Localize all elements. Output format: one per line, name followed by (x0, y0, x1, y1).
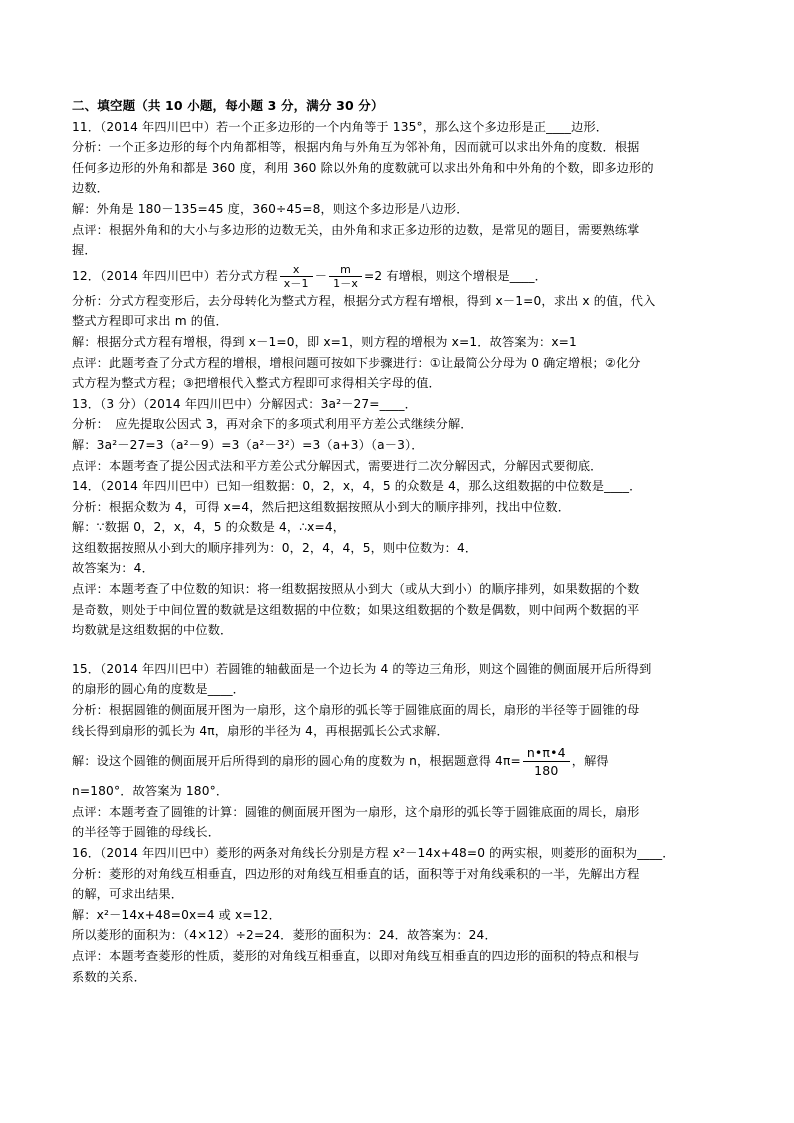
q15-solution: n=180°．故答案为 180°． (72, 784, 229, 799)
q14-analysis: 分析：根据众数为 4，可得 x=4，然后把这组数据按照从小到大的顺序排列，找出中位数． (72, 499, 571, 514)
minus-sign: － (314, 268, 328, 283)
q15-comment: 点评：本题考查了圆锥的计算：圆锥的侧面展开图为一扇形，这个扇形的弧长等于圆锥底面的周长，扇形 (72, 804, 640, 819)
q16-solution: 解：x²－14x+48=0x=4 或 x=12． (72, 907, 281, 922)
q16-solution: 所以菱形的面积为：（4×12）÷2=24．菱形的面积为：24．故答案为：24． (72, 928, 497, 943)
fraction-denominator: 180 (534, 763, 559, 779)
q16-analysis: 分析：菱形的对角线互相垂直，四边形的对角线互相垂直的话，面积等于对角线乘积的一半，先解出方程 (72, 866, 640, 881)
q12-fraction-2 (329, 263, 362, 290)
q12-analysis: 分析：分式方程变形后，去分母转化为整式方程，根据分式方程有增根，得到 x－1=0，求出 x 的值，代入 (72, 293, 656, 308)
fraction-numerator: m (329, 263, 362, 277)
q12-solution: 解：根据分式方程有增根，得到 x－1=0，即 x=1，则方程的增根为 x=1．故答案为：x=1 (72, 334, 577, 349)
fraction-numerator: x (280, 263, 313, 277)
q15-stem: 的扇形的圆心角的度数是____． (72, 682, 246, 697)
q15-stem: 15．（2014 年四川巴中）若圆锥的轴截面是一个边长为 4 的等边三角形，则这个圆锥的侧面展开后所得到 (72, 661, 652, 676)
q14-solution: 故答案为：4． (72, 561, 154, 576)
q12-stem-pre: 12．（2014 年四川巴中）若分式方程 (72, 268, 278, 283)
fraction-numerator: n•π•4 (523, 744, 570, 762)
q13-stem: 13．（3 分）（2014 年四川巴中）分解因式：3a²－27=____． (72, 396, 417, 411)
q15-analysis: 分析：根据圆锥的侧面展开图为一扇形，这个扇形的弧长等于圆锥底面的周长，扇形的半径等于圆锥的母 (72, 703, 640, 718)
q14-comment: 点评：本题考查了中位数的知识：将一组数据按照从小到大（或从大到小）的顺序排列，如果数据的个数 (72, 582, 640, 597)
q15-solution-pre: 解：设这个圆锥的侧面展开后所得到的扇形的圆心角的度数为 n，根据题意得 4π= (72, 754, 521, 769)
q12-comment: 式方程为整式方程；③把增根代入整式方程即可求得相关字母的值． (72, 376, 441, 391)
q11-analysis: 分析：一个正多边形的每个内角都相等，根据内角与外角互为邻补角，因而就可以求出外角的度数．根据 (72, 140, 640, 155)
document-page (72, 96, 722, 987)
q12-stem-post: =2 有增根，则这个增根是____． (364, 268, 548, 283)
q12-fraction-1 (280, 263, 313, 290)
q14-solution: 这组数据按照从小到大的顺序排列为：0，2，4，4，5，则中位数为：4． (72, 540, 478, 555)
q11-comment: 点评：根据外角和的大小与多边形的边数无关，由外角和求正多边形的边数，是常见的题目，需要熟练掌 (72, 222, 640, 237)
q16-stem: 16．（2014 年四川巴中）菱形的两条对角线长分别是方程 x²－14x+48=0 的两实根，则菱形的面积为____． (72, 846, 675, 860)
q15-analysis: 线长得到扇形的弧长为 4π，扇形的半径为 4，再根据弧长公式求解． (72, 723, 449, 738)
fraction-denominator: x－1 (283, 276, 309, 290)
q12-comment: 点评：此题考查了分式方程的增根，增根问题可按如下步骤进行：①让最简公分母为 0 确定增根；②化分 (72, 355, 641, 370)
q14-comment: 是奇数，则处于中间位置的数就是这组数据的中位数；如果这组数据的个数是偶数，则中间两个数据的平 (72, 602, 640, 617)
section-title: 二、填空题（共 10 小题，每小题 3 分，满分 30 分） (72, 98, 384, 113)
q16-analysis: 的解，可求出结果． (72, 887, 184, 902)
spacer (72, 641, 722, 659)
q12-analysis: 整式方程即可求出 m 的值． (72, 314, 228, 329)
q11-analysis: 边数． (72, 181, 110, 196)
q14-stem: 14．（2014 年四川巴中）已知一组数据：0，2，x，4，5 的众数是 4，那么这组数据的中位数是____． (72, 479, 642, 494)
q11-analysis: 任何多边形的外角和都是 360 度，利用 360 除以外角的度数就可以求出外角和中外角的个数，即多边形的 (72, 160, 654, 175)
q15-solution (72, 741, 722, 781)
q13-solution: 解：3a²－27=3（a²－9）=3（a²－3²）=3（a+3）（a－3）． (72, 437, 424, 452)
q11-stem: 11．（2014 年四川巴中）若一个正多边形的一个内角等于 135°，那么这个多边形是正____边形． (72, 119, 609, 134)
q11-solution: 解：外角是 180－135=45 度，360÷45=8，则这个多边形是八边形． (72, 201, 469, 216)
q15-fraction (523, 744, 570, 779)
q16-comment: 系数的关系． (72, 969, 147, 984)
q12-stem (72, 261, 722, 291)
q13-analysis: 分析： 应先提取公因式 3，再对余下的多项式利用平方差公式继续分解． (72, 417, 473, 432)
fraction-denominator: 1－x (333, 276, 359, 290)
q11-comment: 握． (72, 243, 97, 258)
q13-comment: 点评：本题考查了提公因式法和平方差公式分解因式，需要进行二次分解因式，分解因式要彻底． (72, 458, 603, 473)
q14-comment: 均数就是这组数据的中位数． (72, 623, 233, 638)
q15-solution-post: ，解得 (571, 754, 609, 769)
q14-solution: 解：∵数据 0，2，x，4，5 的众数是 4，∴x=4， (72, 520, 346, 535)
q15-comment: 的半径等于圆锥的母线长． (72, 825, 221, 840)
q16-comment: 点评：本题考查菱形的性质，菱形的对角线互相垂直，以即对角线互相垂直的四边形的面积的特点和根与 (72, 948, 640, 963)
